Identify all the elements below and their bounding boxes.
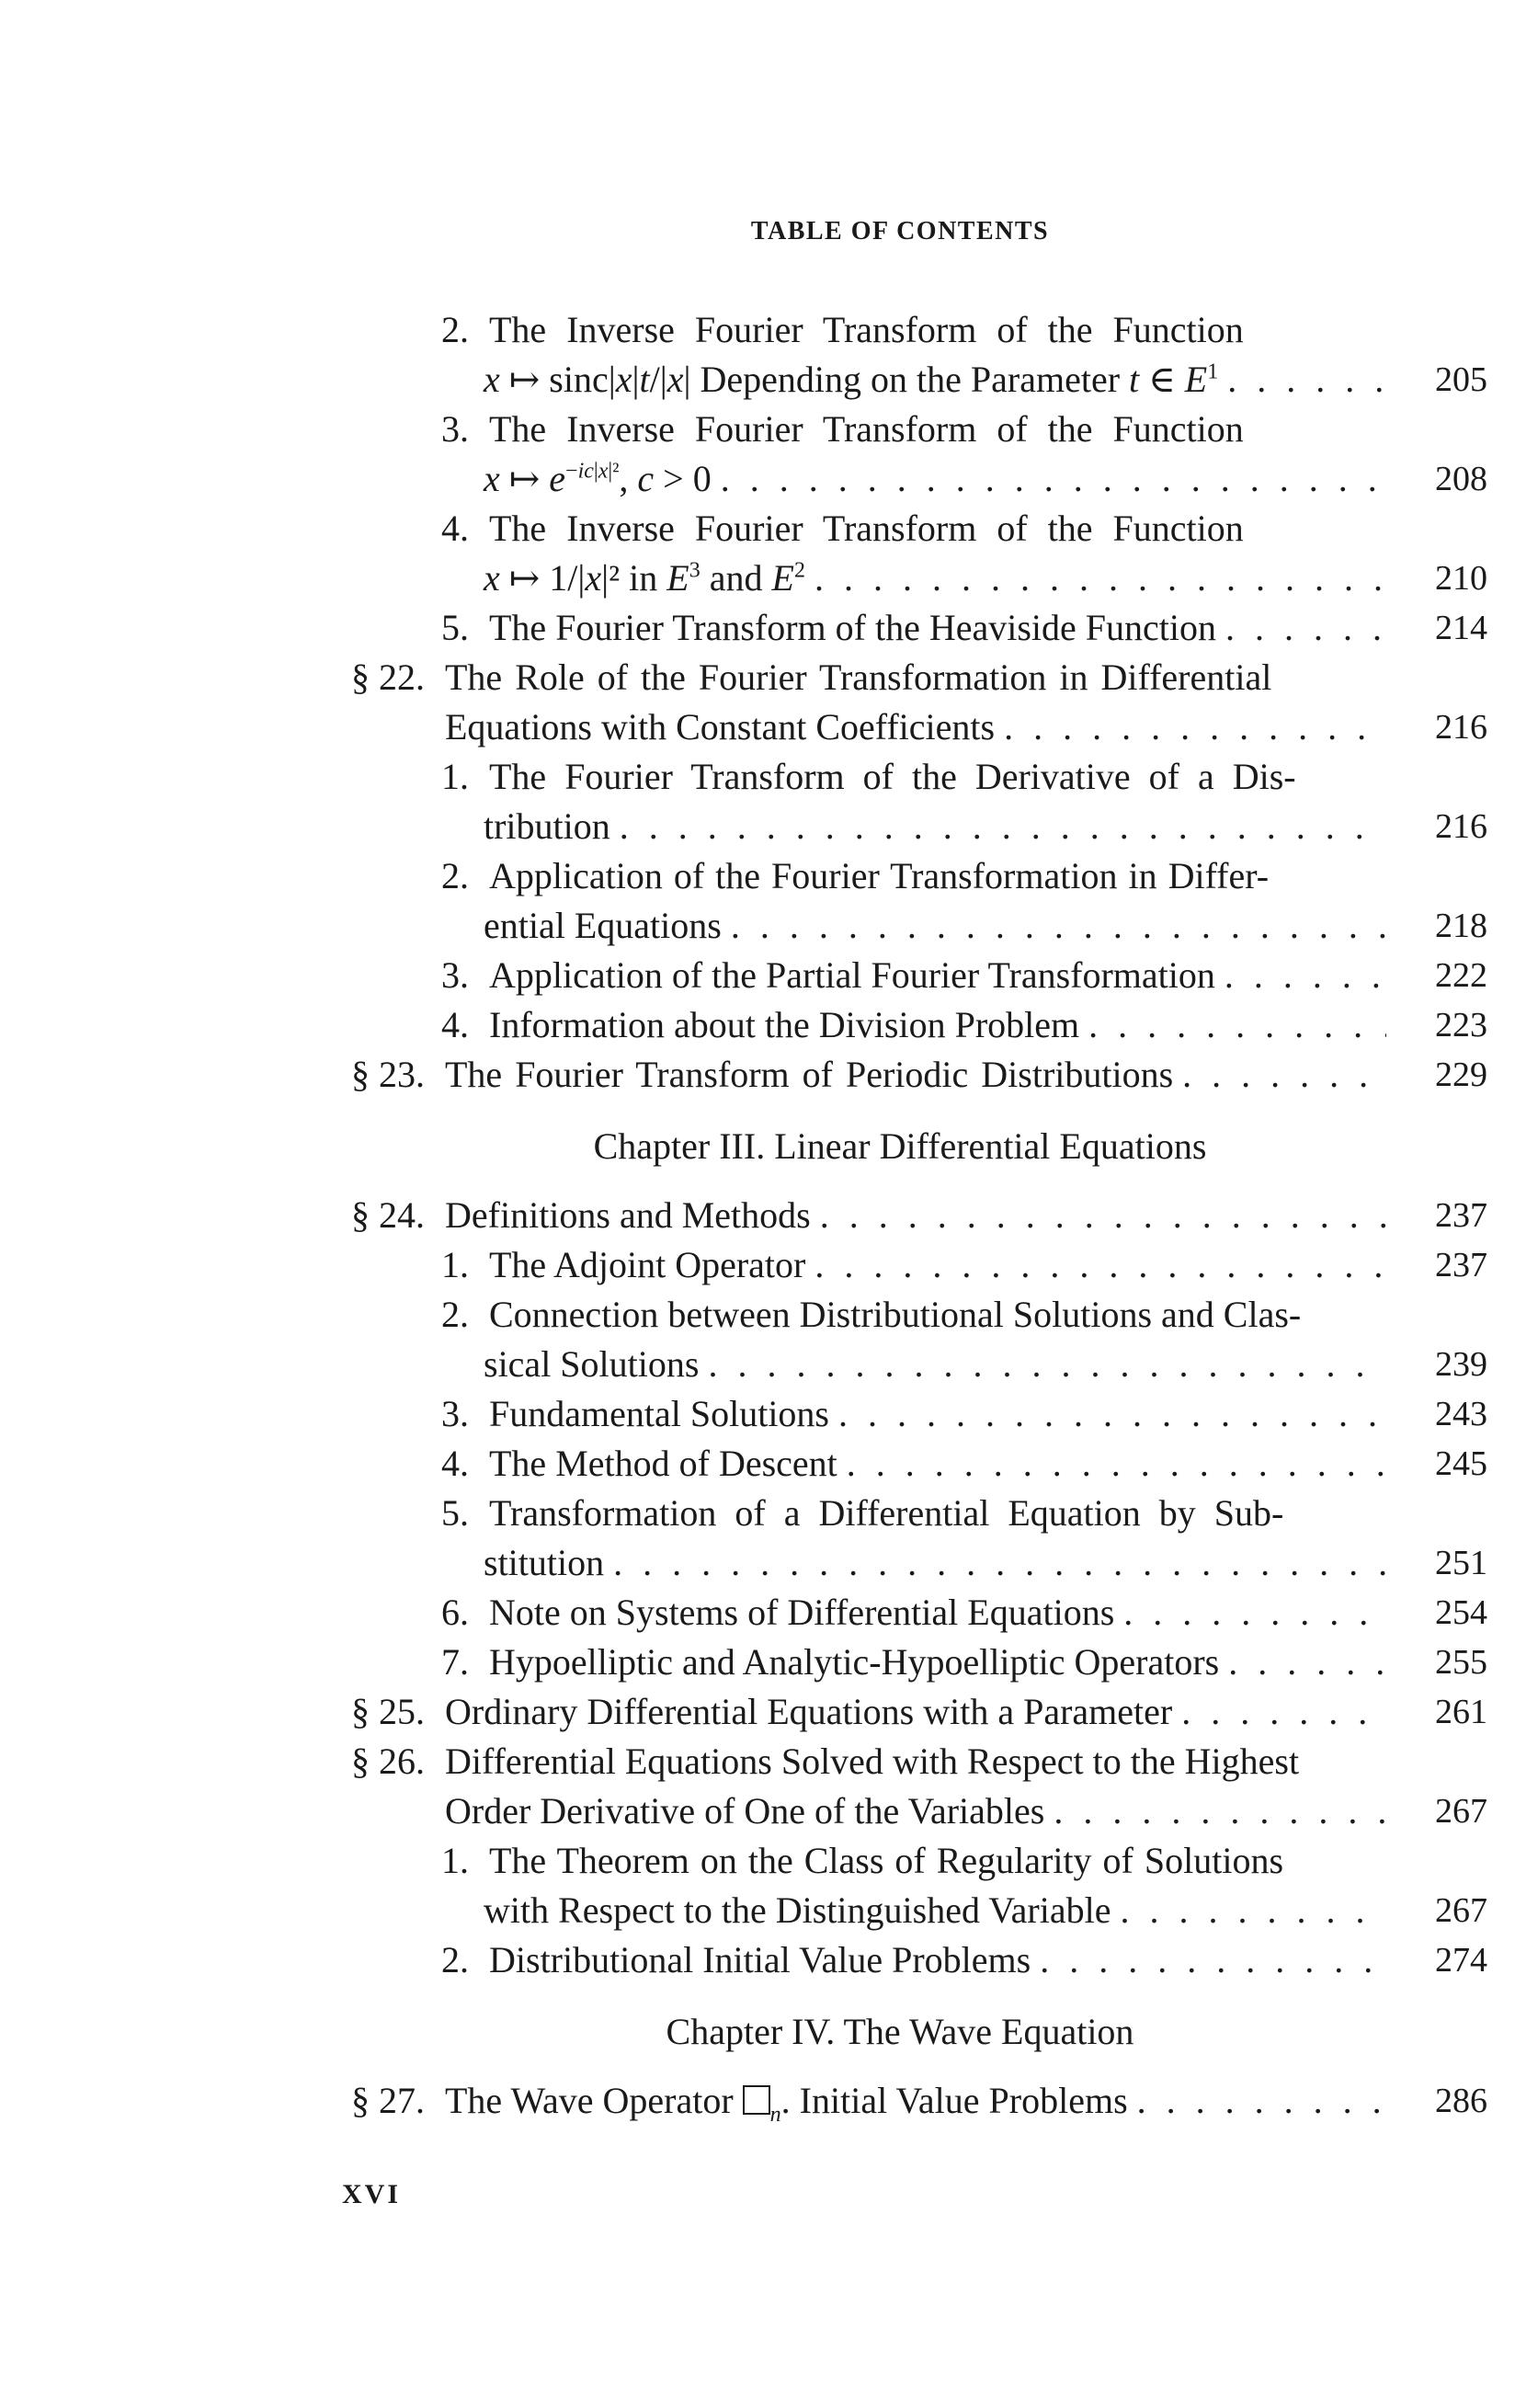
entry-title: Hypoelliptic and Analytic-Hypoelliptic Operators (489, 1641, 1220, 1683)
page-number: 208 (1435, 460, 1487, 498)
dot-leader (620, 802, 1386, 851)
dot-leader (838, 1389, 1386, 1439)
page-number: 222 (1435, 956, 1487, 995)
section-number: § 25. (351, 1691, 425, 1732)
section-number: § 24. (351, 1194, 425, 1236)
toc-entry-continued (484, 1340, 1395, 1389)
entry-number: 2. (441, 1294, 469, 1335)
page-title: TABLE OF CONTENTS (750, 217, 1050, 245)
entry-title: Distributional Initial Value Problems (489, 1939, 1031, 1980)
section-title: The Role of the Fourier Transformation in Differential (445, 656, 1272, 698)
toc-entry (441, 1489, 1388, 1538)
dot-leader (1054, 1786, 1386, 1836)
entry-title: The Fourier Transform of the Derivative of a Dis- (489, 756, 1296, 797)
toc-section (351, 653, 1390, 702)
page-number: 237 (1435, 1196, 1487, 1235)
toc-entry-continued (484, 355, 1395, 405)
page-number: 274 (1435, 1941, 1487, 1980)
entry-title: stitution (484, 1542, 605, 1583)
chapter-heading: Chapter IV. The Wave Equation (666, 2011, 1134, 2052)
section-title: Order Derivative of One of the Variables (445, 1790, 1045, 1832)
page-number: 267 (1435, 1792, 1487, 1831)
dot-leader (847, 1439, 1386, 1489)
entry-number: 5. (441, 1492, 469, 1534)
entry-number: 5. (441, 607, 469, 648)
entry-title: Note on Systems of Differential Equations (489, 1592, 1115, 1633)
entry-title: Application of the Partial Fourier Transformation (489, 954, 1215, 996)
section-number: § 22. (351, 656, 425, 698)
entry-number: 3. (441, 1393, 469, 1434)
entry-number: 3. (441, 954, 469, 996)
entry-number: 1. (441, 1244, 469, 1285)
entry-title: The Inverse Fourier Transform of the Function (489, 508, 1244, 549)
entry-number: 3. (441, 408, 469, 450)
page-number: 237 (1435, 1246, 1487, 1284)
entry-title: The Method of Descent (489, 1443, 837, 1484)
entry-title-math: x ↦ 1/|x|² in $E^3$ and $E^2$ (484, 557, 805, 599)
section-title: Ordinary Differential Equations with a Parameter (445, 1691, 1173, 1732)
dot-leader (721, 454, 1386, 504)
toc-entry (441, 603, 1395, 653)
toc-section-continued (445, 702, 1395, 752)
entry-title-math: x ↦ sinc|x|t/|x| Depending on the Parameter t ∈ $E^1$ (484, 359, 1219, 400)
toc-entry-continued (484, 1538, 1395, 1588)
entry-title: Information about the Division Problem (489, 1004, 1080, 1045)
wave-operator-box-icon (743, 2085, 770, 2115)
entry-title: sical Solutions (484, 1343, 700, 1385)
entry-title: ential Equations (484, 905, 722, 946)
chapter-heading: Chapter III. Linear Differential Equations (593, 1125, 1207, 1167)
entry-number: 4. (441, 1443, 469, 1484)
entry-number: 2. (441, 855, 469, 896)
toc-entry (441, 752, 1388, 802)
toc-entry (441, 1000, 1395, 1050)
toc-entry (441, 405, 1342, 454)
section-number: § 27. (351, 2080, 425, 2121)
entry-title: Fundamental Solutions (489, 1393, 829, 1434)
dot-leader (731, 901, 1386, 951)
toc-entry (441, 504, 1342, 553)
toc-section (351, 1191, 1395, 1240)
section-title: The Fourier Transform of Periodic Distributions (445, 1054, 1174, 1095)
dot-leader (1182, 1050, 1386, 1100)
page-number: 239 (1435, 1345, 1487, 1384)
page-number: 255 (1435, 1643, 1487, 1682)
section-number: § 23. (351, 1054, 425, 1095)
entry-number: 1. (441, 1840, 469, 1881)
page-number: 214 (1435, 609, 1487, 647)
page-number: 254 (1435, 1593, 1487, 1632)
toc-entry (441, 1240, 1395, 1290)
toc-section (351, 1687, 1395, 1737)
entry-title: The Inverse Fourier Transform of the Function (489, 309, 1244, 350)
dot-leader (1225, 951, 1386, 1000)
toc-entry (441, 1439, 1395, 1489)
entry-title-math: x ↦ $e^{-ic|x|^2}$, c > 0 (484, 458, 712, 499)
entry-number: 6. (441, 1592, 469, 1633)
toc-entry-continued (484, 901, 1395, 951)
page-number: 210 (1435, 559, 1487, 598)
section-number: § 26. (351, 1740, 425, 1782)
toc-entry (441, 1588, 1395, 1638)
dot-leader (1228, 1638, 1386, 1687)
toc-entry (441, 305, 1342, 355)
section-title: Equations with Constant Coefficients (445, 706, 996, 748)
dot-leader (814, 553, 1386, 603)
section-title: Definitions and Methods (445, 1194, 811, 1236)
dot-leader (1088, 1000, 1386, 1050)
dot-leader (1004, 702, 1386, 752)
page-number: 286 (1435, 2082, 1487, 2120)
toc-entry (441, 1389, 1395, 1439)
dot-leader (814, 1240, 1386, 1290)
page-number: 216 (1435, 807, 1487, 846)
page-number: 229 (1435, 1056, 1487, 1094)
section-title-math: The Wave Operator $_n$. Initial Value Problems (445, 2080, 1128, 2127)
section-title: Differential Equations Solved with Respect to the Highest (445, 1740, 1300, 1782)
toc-entry-continued (484, 802, 1395, 851)
toc-entry-continued (484, 553, 1395, 603)
dot-leader (613, 1538, 1386, 1588)
dot-leader (1225, 603, 1386, 653)
entry-number: 4. (441, 1004, 469, 1045)
dot-leader (1123, 1588, 1386, 1638)
toc-section (351, 1050, 1395, 1100)
toc-entry-continued (484, 454, 1395, 504)
page-folio: XVI (342, 2179, 402, 2209)
entry-title: Application of the Fourier Transformation in Differ- (489, 855, 1270, 896)
toc-entry (441, 951, 1395, 1000)
dot-leader (1040, 1935, 1386, 1985)
entry-number: 4. (441, 508, 469, 549)
entry-number: 7. (441, 1641, 469, 1683)
entry-title: Connection between Distributional Solutions and Clas- (489, 1294, 1302, 1335)
entry-title: The Theorem on the Class of Regularity of Solutions (489, 1840, 1284, 1881)
entry-number: 1. (441, 756, 469, 797)
page-number: 267 (1435, 1891, 1487, 1930)
page-number: 261 (1435, 1693, 1487, 1731)
page-number: 251 (1435, 1544, 1487, 1582)
dot-leader (1227, 355, 1386, 405)
toc-entry (441, 1836, 1388, 1886)
entry-title: with Respect to the Distinguished Variable (484, 1889, 1111, 1931)
toc-entry-continued (484, 1886, 1395, 1935)
dot-leader (1137, 2076, 1386, 2126)
entry-number: 2. (441, 1939, 469, 1980)
dot-leader (708, 1340, 1386, 1389)
entry-title: The Inverse Fourier Transform of the Function (489, 408, 1244, 450)
toc-entry (441, 1290, 1388, 1340)
entry-title: The Adjoint Operator (489, 1244, 806, 1285)
entry-title: tribution (484, 805, 610, 847)
toc-entry (441, 851, 1388, 901)
dot-leader (820, 1191, 1386, 1240)
entry-number: 2. (441, 309, 469, 350)
entry-title: The Fourier Transform of the Heaviside Function (489, 607, 1216, 648)
dot-leader (1120, 1886, 1386, 1935)
toc-section (351, 1737, 1395, 1786)
entry-title: Transformation of a Differential Equation by Sub- (489, 1492, 1284, 1534)
page-number: 216 (1435, 708, 1487, 747)
page-number: 218 (1435, 907, 1487, 945)
toc-section (351, 2076, 1395, 2126)
page-number: 243 (1435, 1395, 1487, 1433)
page-number: 223 (1435, 1006, 1487, 1044)
toc-entry (441, 1935, 1395, 1985)
page-number: 205 (1435, 360, 1487, 399)
toc-section-continued (445, 1786, 1395, 1836)
toc-entry (441, 1638, 1395, 1687)
dot-leader (1181, 1687, 1386, 1737)
page-number: 245 (1435, 1444, 1487, 1483)
